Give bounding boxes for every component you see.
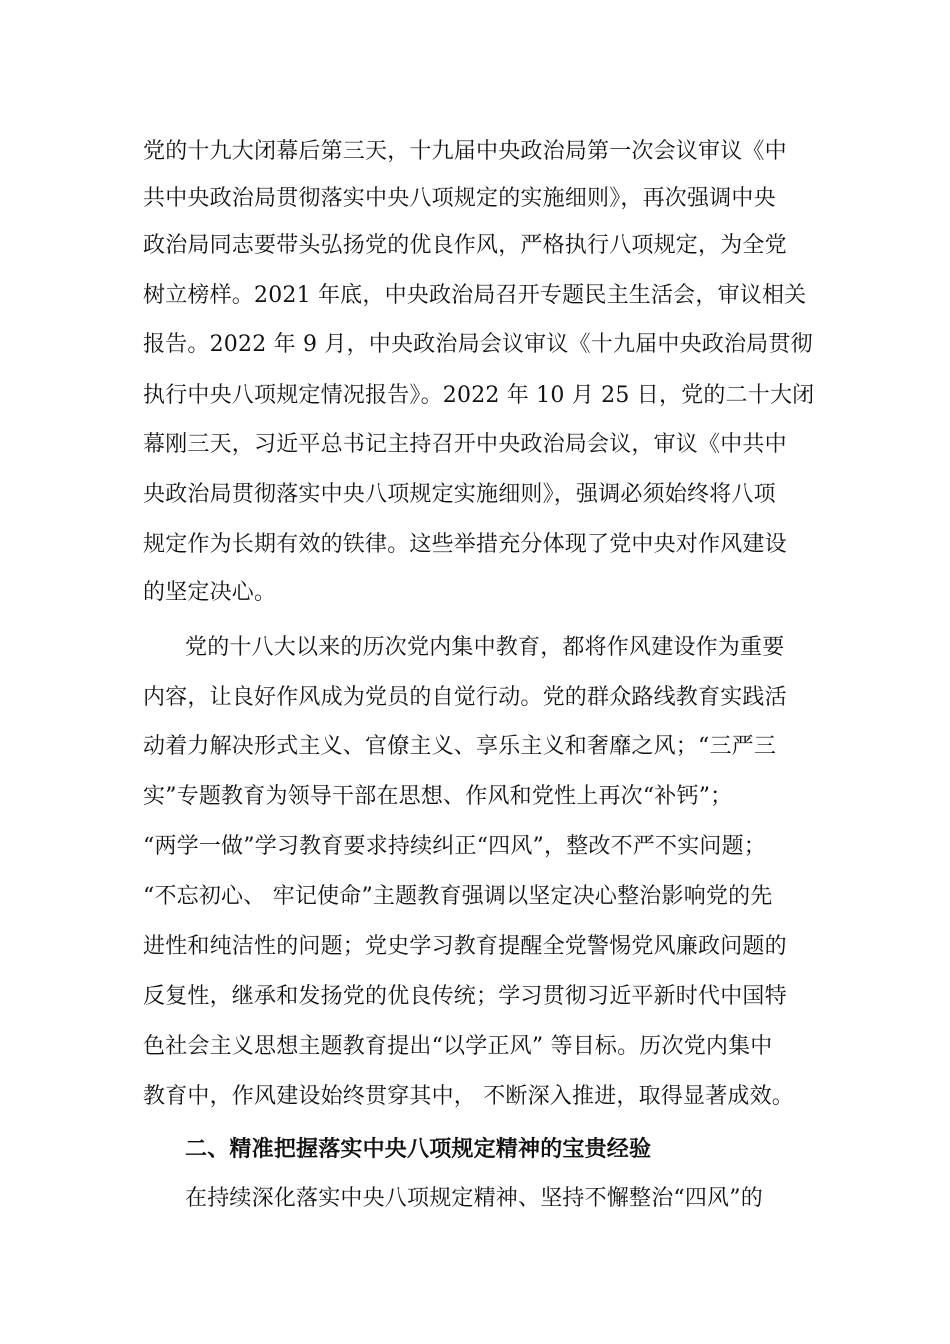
- paragraph-line: 党的十八大以来的历次党内集中教育，都将作风建设作为重要: [185, 635, 785, 660]
- paragraph-line: 反复性，继承和发扬党的优良传统；学习贯彻习近平新时代中国特: [143, 984, 787, 1009]
- paragraph-line: 报告。2022 年 9 月，中央政治局会议审议《十九届中央政治局贯彻: [143, 332, 813, 357]
- paragraph-line: 的坚定决心。: [143, 580, 277, 605]
- paragraph-line: 规定作为长期有效的铁律。这些举措充分体现了党中央对作风建设: [143, 532, 787, 557]
- paragraph-line: 政治局同志要带头弘扬党的优良作风，严格执行八项规定，为全党: [143, 233, 787, 258]
- paragraph-line: 实”专题教育为领导干部在思想、作风和党性上再次“补钙”；: [143, 784, 733, 809]
- paragraph-line: 党的十九大闭幕后第三天，十九届中央政治局第一次会议审议《中: [143, 139, 787, 164]
- paragraph-line: “两学一做”学习教育要求持续纠正“四风”，整改不严不实问题；: [143, 834, 766, 859]
- paragraph-line: 幕刚三天，习近平总书记主持召开中央政治局会议，审议《中共中: [143, 432, 787, 457]
- paragraph-line: 央政治局贯彻落实中央八项规定实施细则》，强调必须始终将八项: [143, 482, 776, 507]
- paragraph-line: 进性和纯洁性的问题；党史学习教育提醒全党警惕党风廉政问题的: [143, 934, 787, 959]
- paragraph-line: 动着力解决形式主义、官僚主义、享乐主义和奢靡之风；“三严三: [143, 734, 777, 759]
- paragraph-line: 共中央政治局贯彻落实中央八项规定的实施细则》，再次强调中央: [143, 186, 776, 211]
- section-heading: 二、精准把握落实中央八项规定精神的宝贵经验: [185, 1136, 652, 1162]
- paragraph-line: 在持续深化落实中央八项规定精神、坚持不懈整治“四风”的: [185, 1186, 763, 1211]
- paragraph-line: 树立榜样。2021 年底，中央政治局召开专题民主生活会，审议相关: [143, 283, 807, 308]
- paragraph-line: 内容，让良好作风成为党员的自觉行动。党的群众路线教育实践活: [143, 685, 787, 710]
- paragraph-line: 教育中，作风建设始终贯穿其中， 不断深入推进，取得显著成效。: [143, 1084, 794, 1109]
- paragraph-line: 色社会主义思想主题教育提出“以学正风” 等目标。历次党内集中: [143, 1034, 773, 1059]
- paragraph-line: 执行中央八项规定情况报告》。2022 年 10 月 25 日，党的二十大闭: [143, 383, 815, 408]
- paragraph-line: “不忘初心、 牢记使命”主题教育强调以坚定决心整治影响党的先: [143, 884, 773, 909]
